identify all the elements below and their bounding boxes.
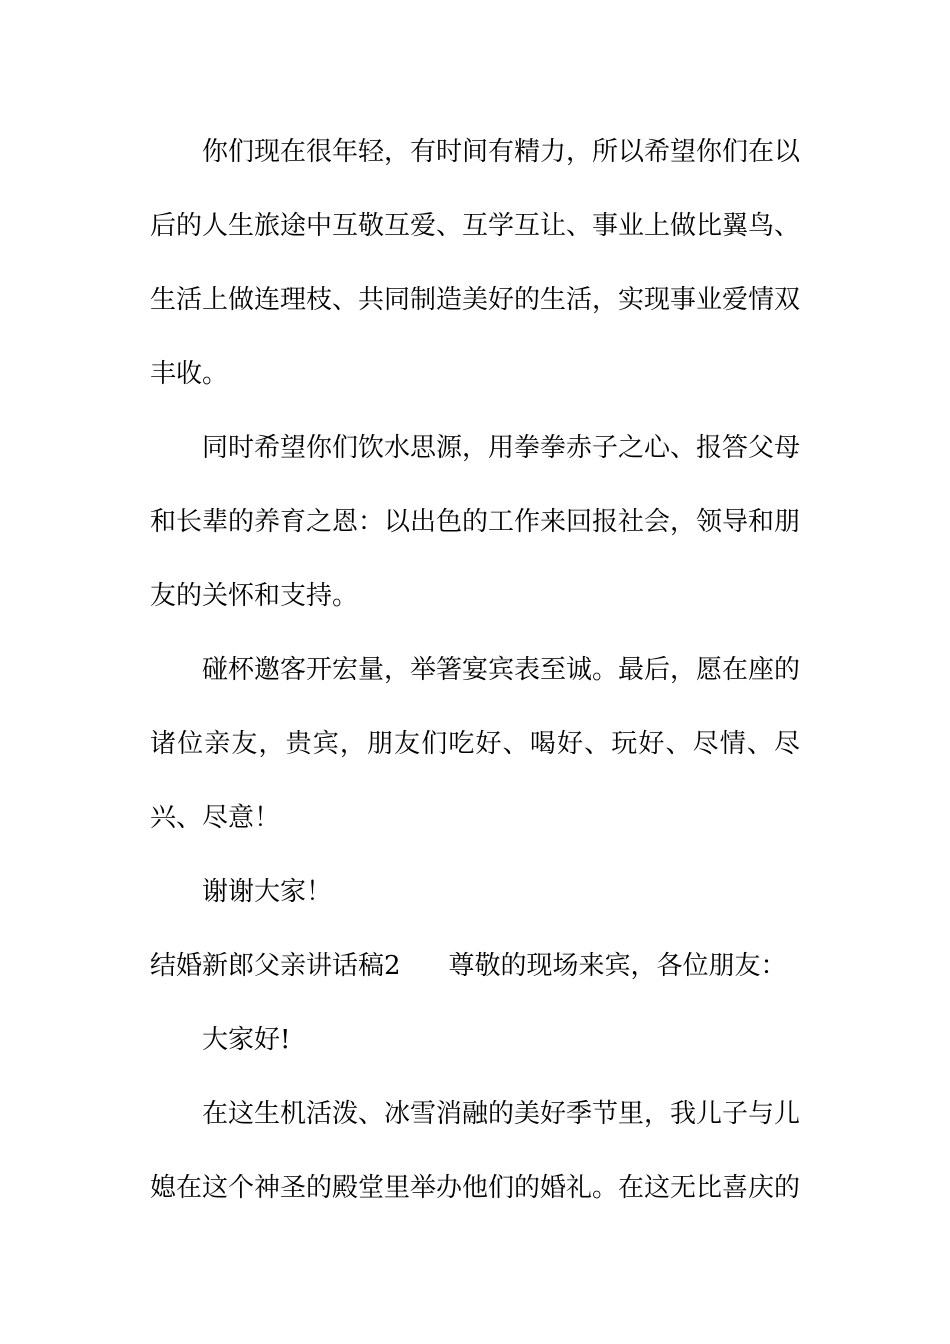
section-opening: 尊敬的现场来宾，各位朋友：	[448, 951, 787, 981]
paragraph-thanks: 谢谢大家！	[202, 877, 333, 907]
paragraph-gratitude: 同时希望你们饮水思源，用拳拳赤子之心、报答父母和长辈的养育之恩：以出色的工作来回报社会，领导和朋友的关怀和支持。	[150, 433, 801, 611]
paragraph-toast: 碰杯邀客开宏量，举箸宴宾表至诚。最后，愿在座的诸位亲友，贵宾，朋友们吃好、喝好、玩好、尽情、尽兴、尽意！	[150, 655, 801, 833]
document-body	[150, 115, 800, 1225]
section-heading-line	[150, 929, 800, 1003]
section-title: 结婚新郎父亲讲话稿2	[150, 951, 401, 981]
paragraph-wedding-intro: 在这生机活泼、冰雪消融的美好季节里，我儿子与儿媳在这个神圣的殿堂里举办他们的婚礼。在这无比喜庆的	[150, 1099, 801, 1203]
paragraph-wishes: 你们现在很年轻，有时间有精力，所以希望你们在以后的人生旅途中互敬互爱、互学互让、事业上做比翼鸟、生活上做连理枝、共同制造美好的生活，实现事业爱情双丰收。	[150, 137, 801, 389]
paragraph-greeting: 大家好!	[202, 1025, 291, 1055]
